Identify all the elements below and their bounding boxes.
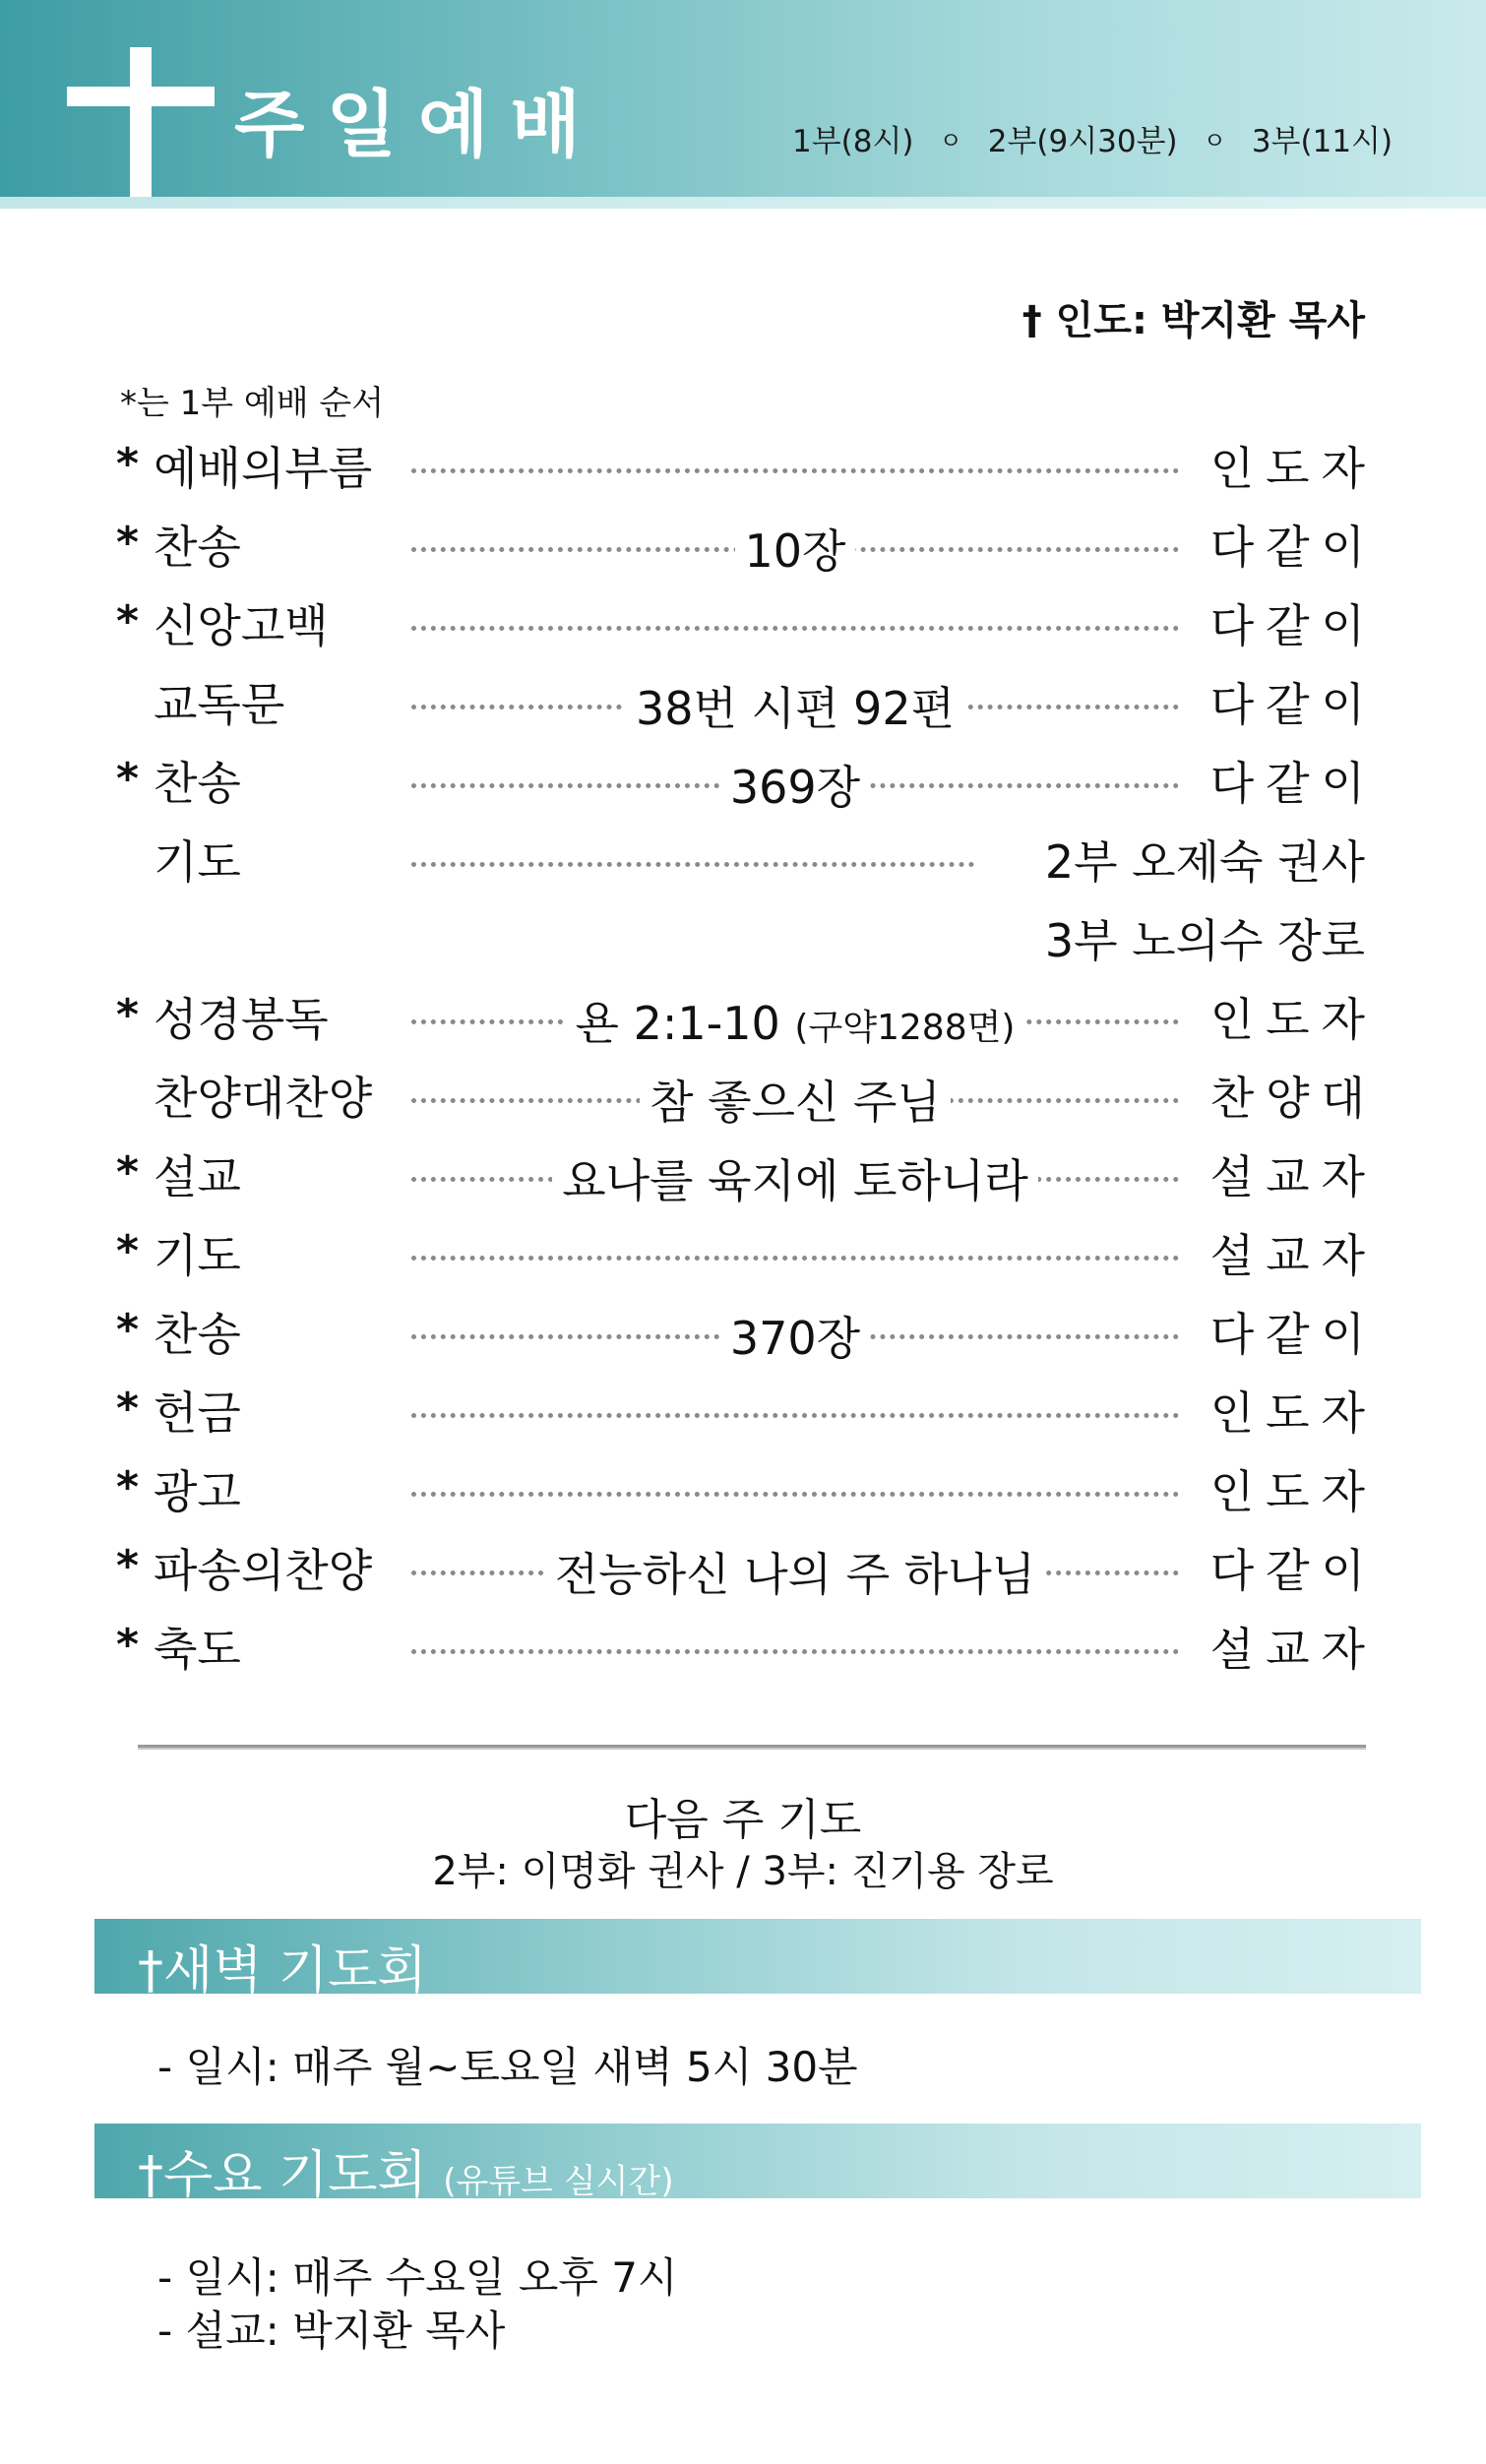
- order-item-name: 찬송: [154, 1308, 241, 1361]
- order-item-name: 찬송: [154, 521, 241, 574]
- divider: [138, 1745, 1366, 1750]
- order-item-name: 예배의부름: [154, 442, 373, 495]
- detail-text: 욘 2:1-10: [575, 997, 780, 1050]
- order-item-person: 다같이: [1209, 757, 1377, 810]
- asterisk-marker: *: [116, 1462, 140, 1512]
- order-item-name: 광고: [154, 1465, 241, 1518]
- cross-icon: [67, 47, 215, 215]
- order-item-person: 인도자: [1209, 442, 1377, 495]
- section-title: [138, 2133, 674, 2207]
- order-row: [0, 1535, 1486, 1604]
- order-row: [0, 1299, 1486, 1368]
- asterisk-marker: *: [116, 1384, 140, 1434]
- order-row: [0, 984, 1486, 1053]
- order-item-detail: [411, 988, 1179, 1053]
- service-time-1: 1부(8시): [792, 124, 914, 159]
- asterisk-marker: *: [116, 754, 140, 804]
- order-row: [0, 590, 1486, 659]
- order-item-person: 다같이: [1209, 1544, 1377, 1597]
- separator-icon: ㅇ: [939, 127, 962, 154]
- wednesday-prayer-time: - 일시: 매주 수요일 오후 7시: [157, 2253, 678, 2302]
- section-title-text: †수요 기도회: [138, 2146, 427, 2205]
- asterisk-marker: *: [116, 439, 140, 489]
- detail-text: 38번 시편 92편: [635, 682, 956, 735]
- order-item-person: 3부 노의수 장로: [1044, 914, 1365, 967]
- order-item-name: 성경봉독: [154, 993, 329, 1046]
- order-item-person: 찬양대: [1209, 1072, 1377, 1125]
- order-item-detail: [411, 1539, 1179, 1604]
- order-item-name: 신앙고백: [154, 599, 329, 652]
- service-times: [792, 116, 1393, 160]
- detail-text: 369장: [729, 761, 861, 814]
- order-row: [0, 1220, 1486, 1289]
- order-row: [0, 1141, 1486, 1210]
- dotted-leader: [411, 468, 1179, 473]
- asterisk-marker: *: [116, 990, 140, 1040]
- order-item-person: 다같이: [1209, 678, 1377, 731]
- order-row: [0, 1614, 1486, 1683]
- dotted-leader: [411, 1649, 1179, 1654]
- order-item-person: 설교자: [1209, 1229, 1377, 1282]
- dotted-leader: [411, 1256, 1179, 1261]
- asterisk-marker: *: [116, 596, 140, 647]
- order-note: *는 1부 예배 순서: [120, 384, 385, 423]
- order-item-person: 다같이: [1209, 521, 1377, 574]
- header-strip: [0, 197, 1486, 209]
- order-row: [0, 1378, 1486, 1447]
- next-week-prayer: 2부: 이명화 권사 / 3부: 진기용 장로: [432, 1849, 1054, 1894]
- order-item-detail: [411, 1303, 1179, 1368]
- dawn-prayer-time: - 일시: 매주 월~토요일 새벽 5시 30분: [157, 2043, 858, 2091]
- order-row: [0, 748, 1486, 817]
- asterisk-marker: *: [116, 1620, 140, 1670]
- order-row: [0, 512, 1486, 581]
- order-item-name: 설교: [154, 1150, 241, 1203]
- dotted-leader: [411, 626, 1179, 631]
- dotted-leader: [411, 1413, 1179, 1418]
- order-item-person: 다같이: [1209, 1308, 1377, 1361]
- next-week-title: 다음 주 기도: [624, 1795, 862, 1845]
- order-item-detail: [411, 516, 1179, 581]
- order-item-person: 다같이: [1209, 599, 1377, 652]
- order-row: [0, 1063, 1486, 1132]
- order-item-person: 인도자: [1209, 1465, 1377, 1518]
- order-item-detail: [411, 752, 1179, 817]
- detail-text: 전능하신 나의 주 하나님: [554, 1548, 1036, 1601]
- detail-text: 요나를 육지에 토하니라: [562, 1154, 1028, 1207]
- detail-text: 10장: [744, 524, 846, 578]
- wednesday-prayer-preacher: - 설교: 박지환 목사: [157, 2307, 506, 2355]
- order-item-name: 기도: [154, 835, 241, 889]
- order-item-name: 찬양대찬양: [154, 1072, 373, 1125]
- asterisk-marker: *: [116, 1147, 140, 1198]
- order-item-person: 인도자: [1209, 1386, 1377, 1440]
- order-item-detail: [411, 1067, 1179, 1132]
- page-title: 주일예배: [234, 83, 602, 167]
- wednesday-prayer-header: [94, 2124, 1421, 2205]
- order-item-detail: [411, 673, 1179, 738]
- asterisk-marker: *: [116, 1226, 140, 1276]
- order-item-name: 교독문: [154, 678, 285, 731]
- order-item-name: 파송의찬양: [154, 1544, 373, 1597]
- worship-leader: † 인도: 박지환 목사: [1022, 298, 1365, 343]
- section-subtitle: (유튜브 실시간): [443, 2162, 674, 2201]
- detail-text: 참 좋으신 주님: [650, 1076, 941, 1129]
- order-row: [0, 669, 1486, 738]
- order-row: [0, 827, 1486, 895]
- order-item-person: 인도자: [1209, 993, 1377, 1046]
- asterisk-marker: *: [116, 518, 140, 568]
- order-row: [0, 905, 1486, 974]
- order-item-person: 2부 오제숙 권사: [1044, 835, 1365, 889]
- detail-note: (구약1288면): [794, 1008, 1016, 1048]
- order-item-name: 축도: [154, 1623, 241, 1676]
- service-time-3: 3부(11시): [1251, 124, 1393, 159]
- order-item-name: 헌금: [154, 1386, 241, 1440]
- separator-icon: ㅇ: [1203, 127, 1226, 154]
- service-time-2: 2부(9시30분): [987, 124, 1178, 159]
- section-title: †새벽 기도회: [138, 1941, 427, 2001]
- order-item-name: 기도: [154, 1229, 241, 1282]
- order-item-person: 설교자: [1209, 1623, 1377, 1676]
- detail-text: 370장: [729, 1312, 861, 1365]
- dawn-prayer-header: [94, 1919, 1421, 2001]
- asterisk-marker: *: [116, 1305, 140, 1355]
- order-item-detail: [411, 1145, 1179, 1210]
- order-item-name: 찬송: [154, 757, 241, 810]
- order-row: [0, 433, 1486, 502]
- asterisk-marker: *: [116, 1541, 140, 1591]
- header-banner: [0, 0, 1486, 197]
- order-item-person: 설교자: [1209, 1150, 1377, 1203]
- order-row: [0, 1456, 1486, 1525]
- dotted-leader: [411, 862, 974, 867]
- dotted-leader: [411, 1492, 1179, 1497]
